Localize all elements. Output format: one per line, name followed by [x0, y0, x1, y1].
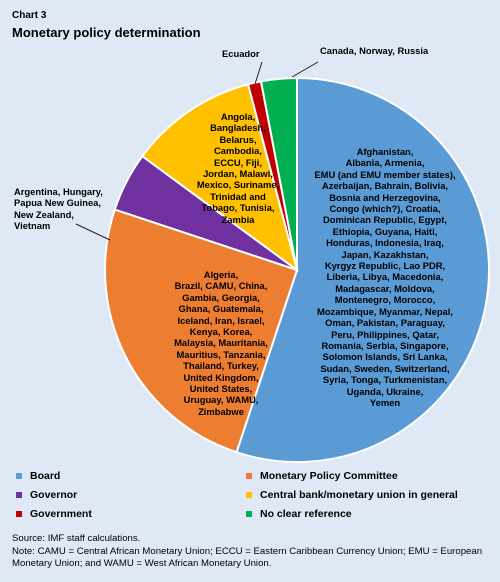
label-line: Gambia, Georgia, — [182, 291, 260, 303]
label-line: Ecuador — [222, 48, 260, 59]
legend-label: Board — [30, 470, 61, 482]
label-line: Ghana, Guatemala, — [178, 303, 264, 315]
legend-item-mpc — [246, 470, 398, 482]
label-line: Romania, Serbia, Singapore, — [321, 339, 449, 351]
legend-label: Central bank/monetary union in general — [260, 489, 458, 501]
label-line: Argentina, Hungary, — [14, 186, 103, 197]
label-line: New Zealand, — [14, 208, 74, 220]
label-line: Kenya, Korea, — [189, 326, 253, 338]
chart-title: Monetary policy determination — [12, 25, 201, 40]
legend-item-central-bank — [246, 489, 458, 501]
label-line: Malaysia, Mauritania, — [174, 337, 268, 349]
label-line: Albania, Armenia, — [345, 157, 425, 169]
label-line: Trinidad and — [210, 190, 266, 202]
label-line: Oman, Pakistan, Paraguay, — [325, 317, 445, 329]
label-line: Solomon Islands, Sri Lanka, — [322, 351, 448, 363]
label-line: Thailand, Turkey, — [183, 360, 259, 372]
label-line: Azerbaijan, Bahrain, Bolivia, — [321, 180, 449, 192]
legend-swatch — [16, 511, 22, 517]
footer — [12, 533, 492, 571]
label-line: United Kingdom, — [183, 371, 259, 383]
label-line: Congo (which?), Croatia, — [329, 203, 441, 215]
label-line: Yemen — [369, 396, 401, 408]
label-line: ECCU, Fiji, — [214, 156, 262, 168]
label-line: Afghanistan, — [356, 146, 414, 157]
label-government — [222, 48, 260, 59]
label-line: Syria, Tonga, Turkmenistan, — [322, 374, 448, 386]
label-line: Bangladesh, — [210, 122, 266, 134]
legend-swatch — [16, 473, 22, 479]
label-line: Papua New Guinea, — [14, 197, 102, 209]
legend-swatch — [16, 492, 22, 498]
label-line: Madagascar, Moldova, — [335, 282, 435, 294]
label-line: Kyrgyz Republic, Lao PDR, — [324, 260, 446, 272]
label-no-clear-reference — [320, 45, 428, 56]
label-line: Iceland, Iran, Israel, — [177, 314, 265, 326]
label-line: Ethiopia, Guyana, Haiti, — [332, 225, 438, 237]
label-line: Peru, Philippines, Qatar, — [331, 328, 439, 340]
label-line: Uruguay, WAMU, — [183, 394, 259, 406]
legend-item-no-clear-reference — [246, 508, 352, 520]
label-line: Mauritius, Tanzania, — [176, 348, 266, 360]
label-line: Montenegro, Morocco, — [334, 294, 436, 306]
label-line: Brazil, CAMU, China, — [174, 280, 268, 292]
label-monetary-policy-committee — [111, 269, 331, 417]
label-line: EMU (and EMU member states), — [314, 168, 456, 180]
label-line: United States, — [189, 383, 253, 395]
label-governor — [14, 186, 103, 232]
source-line: Source: IMF staff calculations. — [12, 533, 141, 544]
label-central-bank — [128, 111, 348, 225]
legend-item-government — [16, 508, 92, 520]
leader-line-no-clear-reference — [292, 62, 318, 77]
legend-label: Monetary Policy Committee — [260, 470, 398, 482]
label-line: Zambia — [221, 213, 255, 225]
label-line: Belarus, — [219, 133, 257, 145]
legend-swatch — [246, 492, 252, 498]
legend-label: No clear reference — [260, 508, 352, 520]
chart-number: Chart 3 — [12, 10, 47, 21]
label-line: Mexico, Suriname, — [196, 179, 280, 191]
label-line: Tobago, Tunisia, — [201, 202, 275, 214]
label-line: Canada, Norway, Russia — [320, 45, 429, 56]
label-line: Japan, Kazakhstan, — [341, 248, 429, 260]
label-line: Cambodia, — [214, 145, 262, 157]
label-line: Honduras, Indonesia, Iraq, — [326, 237, 444, 249]
label-line: Angola, — [220, 111, 256, 122]
label-line: Zimbabwe — [198, 405, 244, 417]
legend-label: Government — [30, 508, 92, 520]
label-line: Dominican Republic, Egypt, — [323, 214, 447, 226]
label-line: Jordan, Malawi, — [203, 168, 273, 180]
legend-swatch — [246, 511, 252, 517]
legend-swatch — [246, 473, 252, 479]
label-line: Algeria, — [203, 269, 239, 280]
label-line: Bosnia and Herzegovina, — [329, 191, 441, 203]
legend-label: Governor — [30, 489, 78, 501]
label-line: Sudan, Sweden, Switzerland, — [320, 362, 450, 374]
label-line: Mozambique, Myanmar, Nepal, — [317, 305, 453, 317]
label-line: Vietnam — [14, 220, 51, 232]
note-line: Note: CAMU = Central African Monetary Union; ECCU = Eastern Caribbean Currency Union; EMU = European Monetary Union; and WAMU = West African Monetary Union. — [12, 545, 483, 569]
label-line: Uganda, Ukraine, — [346, 385, 424, 397]
label-line: Liberia, Libya, Macedonia, — [326, 271, 444, 283]
legend-item-governor — [16, 489, 77, 501]
legend-item-board — [16, 470, 60, 482]
